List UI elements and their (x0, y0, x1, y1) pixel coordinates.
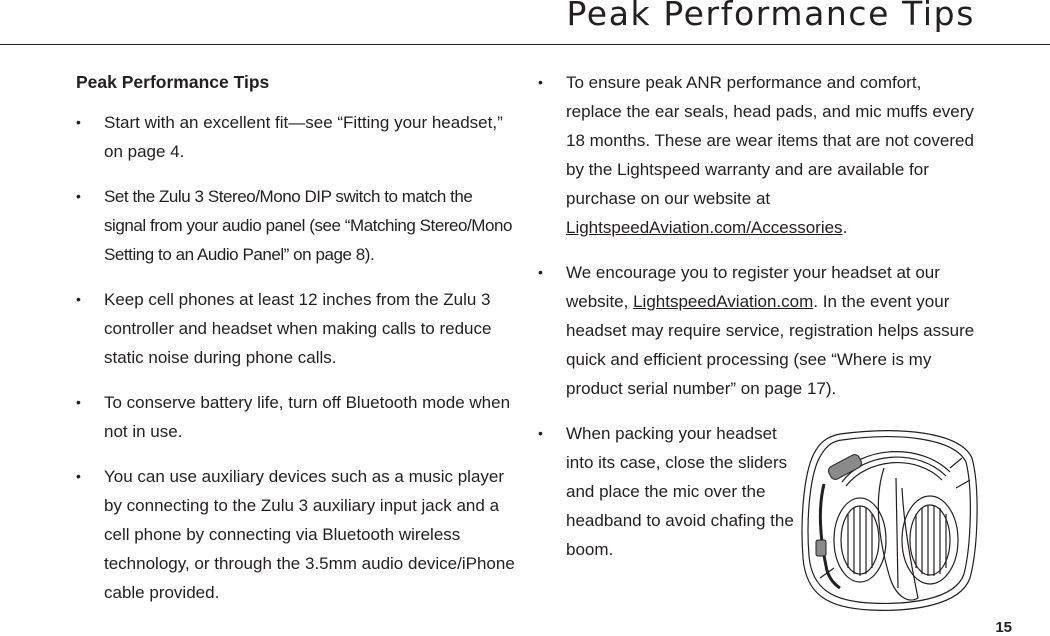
bullet-symbol: • (76, 291, 81, 307)
bullet-symbol: • (76, 188, 81, 204)
bullet-symbol: • (76, 468, 81, 484)
bullet-text-end: . (842, 218, 848, 237)
bullet-symbol: • (76, 394, 81, 410)
bullet-text: Start with an excellent fit—see “Fitting your headset,” on page 4. (104, 113, 503, 161)
bullet-text: Set the Zulu 3 Stereo/Mono DIP switch to match the signal from your audio panel (see “Matching Stereo/Mono Setting to an Audio Panel” on page 8). (104, 187, 513, 264)
mic-boom (820, 484, 840, 588)
accessories-link[interactable]: LightspeedAviation.com/Accessories (566, 218, 843, 237)
website-link[interactable]: LightspeedAviation.com (633, 292, 814, 311)
page-number: 15 (995, 619, 1012, 636)
bullet-text: You can use auxiliary devices such as a music player by connecting to the Zulu 3 auxiliary input jack and a cell phone by connecting via Bluetooth wireless technology, or through the 3.5mm audio device/iPhone cable provided. (104, 467, 515, 602)
list-item (76, 108, 516, 166)
bullet-symbol: • (538, 425, 543, 441)
list-item (76, 182, 516, 269)
bullet-text: When packing your headset into its case, close the sliders and place the mic over the headband to avoid chafing the boom. (566, 424, 794, 559)
bullet-symbol: • (538, 74, 543, 90)
mic-muff (827, 453, 864, 481)
bullet-text: Keep cell phones at least 12 inches from the Zulu 3 controller and headset when making calls to reduce static noise during phone calls. (104, 290, 492, 367)
list-item (538, 258, 978, 403)
bullet-symbol: • (538, 264, 543, 280)
header-rule (0, 44, 1050, 45)
left-column (76, 68, 516, 623)
section-heading: Peak Performance Tips (76, 72, 270, 92)
headset-in-case-illustration (800, 428, 978, 612)
bullet-text: To conserve battery life, turn off Bluetooth mode when not in use. (104, 393, 511, 441)
bullet-text-end: . In the event your headset may require service, registration helps assure quick and efficient processing (see “Where is my product serial number” on page 17). (566, 292, 975, 398)
bullet-text: We encourage you to register your headset at our website, (566, 263, 940, 311)
bullet-text: To ensure peak ANR performance and comfort, replace the ear seals, head pads, and mic muffs every 18 months. These are wear items that are not covered by the Lightspeed warranty and are available for purchase on our website at (566, 73, 974, 208)
bullet-symbol: • (76, 114, 81, 130)
list-item (76, 462, 516, 607)
list-item (76, 388, 516, 446)
list-item (538, 68, 978, 242)
left-bullet-list (76, 108, 516, 607)
running-title: Peak Performance Tips (566, 0, 975, 33)
list-item (76, 285, 516, 372)
